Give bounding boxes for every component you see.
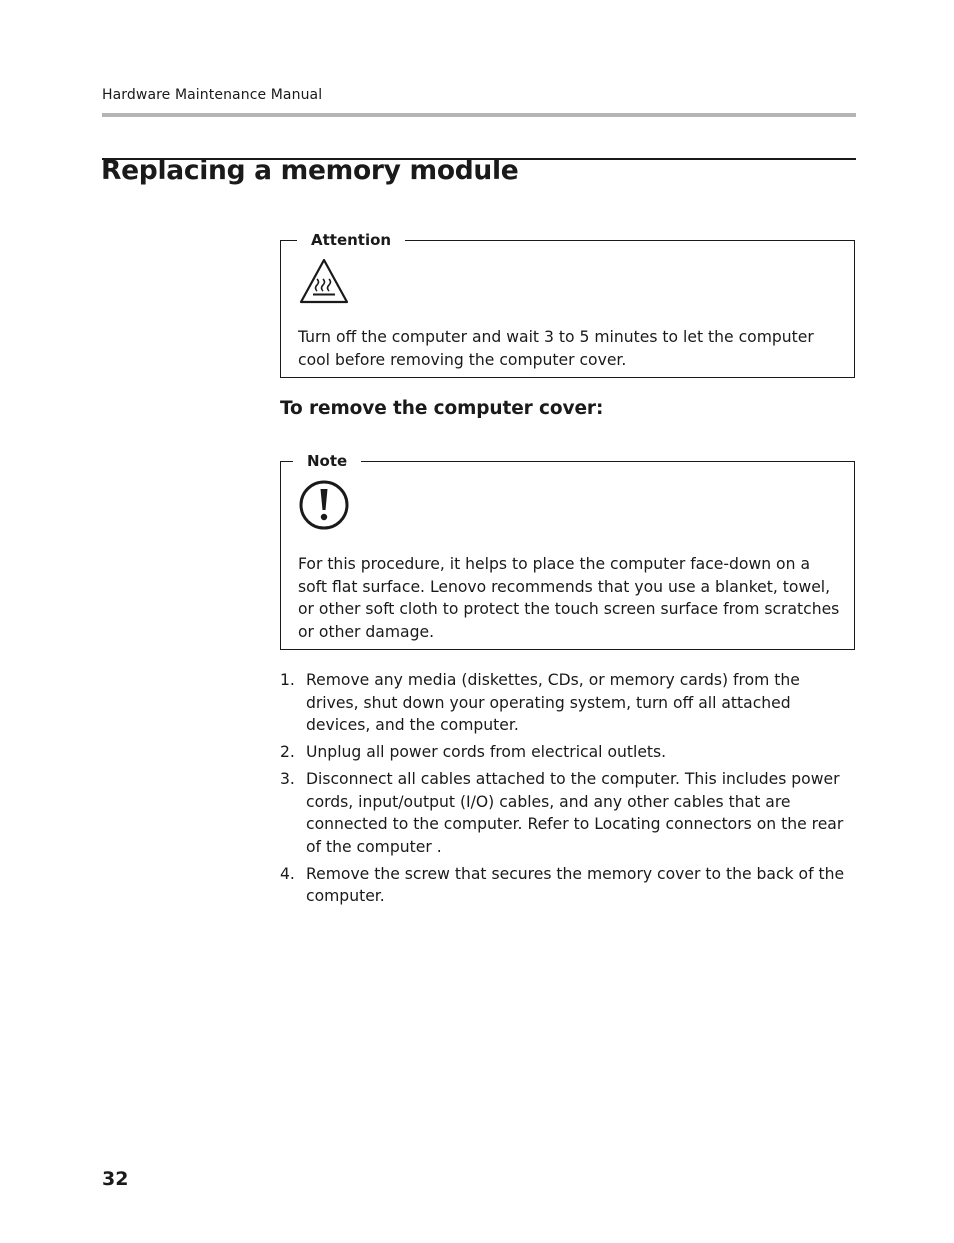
attention-notice bbox=[280, 231, 855, 378]
step-number: 3. bbox=[280, 770, 295, 788]
step-text: Remove any media (diskettes, CDs, or memory cards) from the drives, shut down your operating system, turn off all attached devices, and the computer. bbox=[306, 671, 800, 734]
step-text: Disconnect all cables attached to the computer. This includes power cords, input/output (I/O) cables, and any other cables that are connected to the computer. Refer to Locating connectors on the rear of the computer . bbox=[306, 770, 844, 856]
note-notice bbox=[280, 452, 855, 650]
attention-label: Attention bbox=[297, 230, 405, 250]
step-item bbox=[280, 768, 855, 858]
step-number: 4. bbox=[280, 864, 295, 883]
step-item bbox=[280, 669, 855, 737]
running-header: Hardware Maintenance Manual bbox=[102, 87, 323, 103]
step-number: 1. bbox=[280, 671, 295, 689]
step-item bbox=[280, 741, 855, 764]
note-label: Note bbox=[293, 451, 361, 471]
hot-surface-icon bbox=[298, 257, 350, 309]
page-number: 32 bbox=[102, 1168, 129, 1190]
page-title: Replacing a memory module bbox=[101, 155, 519, 186]
step-number: 2. bbox=[280, 743, 295, 761]
step-text: Remove the screw that secures the memory cover to the back of the computer. bbox=[306, 864, 845, 905]
step-item bbox=[280, 863, 855, 908]
header-rule bbox=[102, 113, 856, 117]
step-text: Unplug all power cords from electrical outlets. bbox=[306, 743, 667, 761]
procedure-heading: To remove the computer cover: bbox=[280, 398, 604, 419]
procedure-steps bbox=[280, 669, 855, 912]
attention-text: Turn off the computer and wait 3 to 5 minutes to let the computer cool before removing the computer cover. bbox=[298, 328, 814, 369]
note-text: For this procedure, it helps to place the computer face-down on a soft flat surface. Lenovo recommends that you use a blanket, towel, or other soft cloth to protect the touch screen surface from scratches or other damage. bbox=[298, 555, 840, 641]
exclamation-circle-icon bbox=[298, 479, 350, 535]
